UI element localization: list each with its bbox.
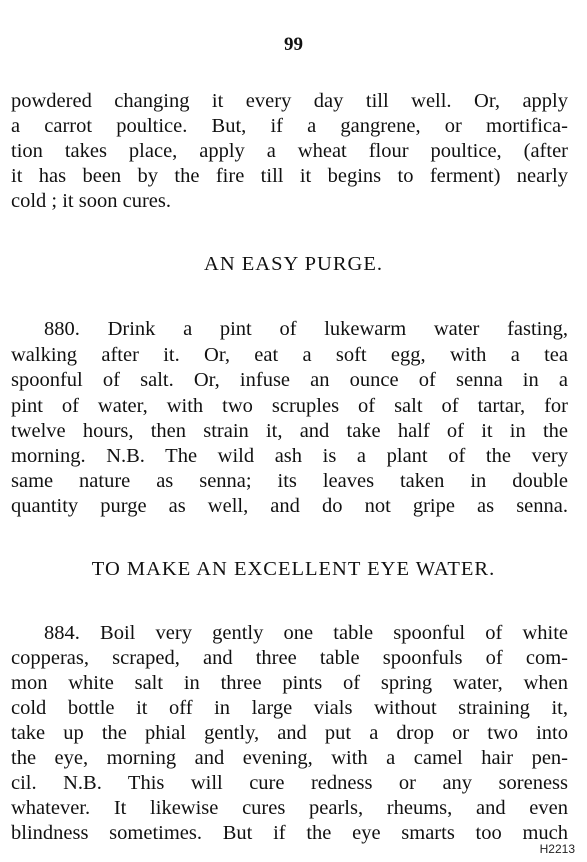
text-line: cold ; it soon cures. [11,190,171,212]
section-heading-purge: AN EASY PURGE. [204,253,383,275]
text-line: blindness sometimes. But if the eye smarts too much [11,822,568,844]
text-line: a carrot poultice. But, if a gangrene, or mortifica- [11,115,568,137]
text-line: copperas, scraped, and three table spoonfuls of com- [11,647,568,669]
text-line: morning. N.B. The wild ash is a plant of the very [11,445,568,467]
text-line: spoonful of salt. Or, infuse an ounce of senna in a [11,369,568,391]
text-line: it has been by the fire till it begins to ferment) nearly [11,165,568,187]
text-line: walking after it. Or, eat a soft egg, with a tea [11,344,568,366]
text-line: powdered changing it every day till well. Or, apply [11,90,568,112]
text-line: whatever. It likewise cures pearls, rheums, and even [11,797,568,819]
text-line: cil. N.B. This will cure redness or any soreness [11,772,568,794]
catalog-id: H2213 [539,842,575,856]
page-number: 99 [284,34,303,55]
text-line: tion takes place, apply a wheat flour poultice, (after [11,140,568,162]
text-line: take up the phial gently, and put a drop or two into [11,722,568,744]
text-line: 880. Drink a pint of lukewarm water fasting, [44,318,568,340]
text-line: 884. Boil very gently one table spoonful of white [44,622,568,644]
text-line: cold bottle it off in large vials without straining it, [11,697,568,719]
text-line: pint of water, with two scruples of salt of tartar, for [11,395,568,417]
text-line: quantity purge as well, and do not gripe as senna. [11,495,568,517]
section-heading-eye-water: TO MAKE AN EXCELLENT EYE WATER. [91,558,496,580]
text-line: same nature as senna; its leaves taken in double [11,470,568,492]
text-line: mon white salt in three pints of spring water, when [11,672,568,694]
text-line: twelve hours, then strain it, and take half of it in the [11,420,568,442]
text-line: the eye, morning and evening, with a camel hair pen- [11,747,568,769]
